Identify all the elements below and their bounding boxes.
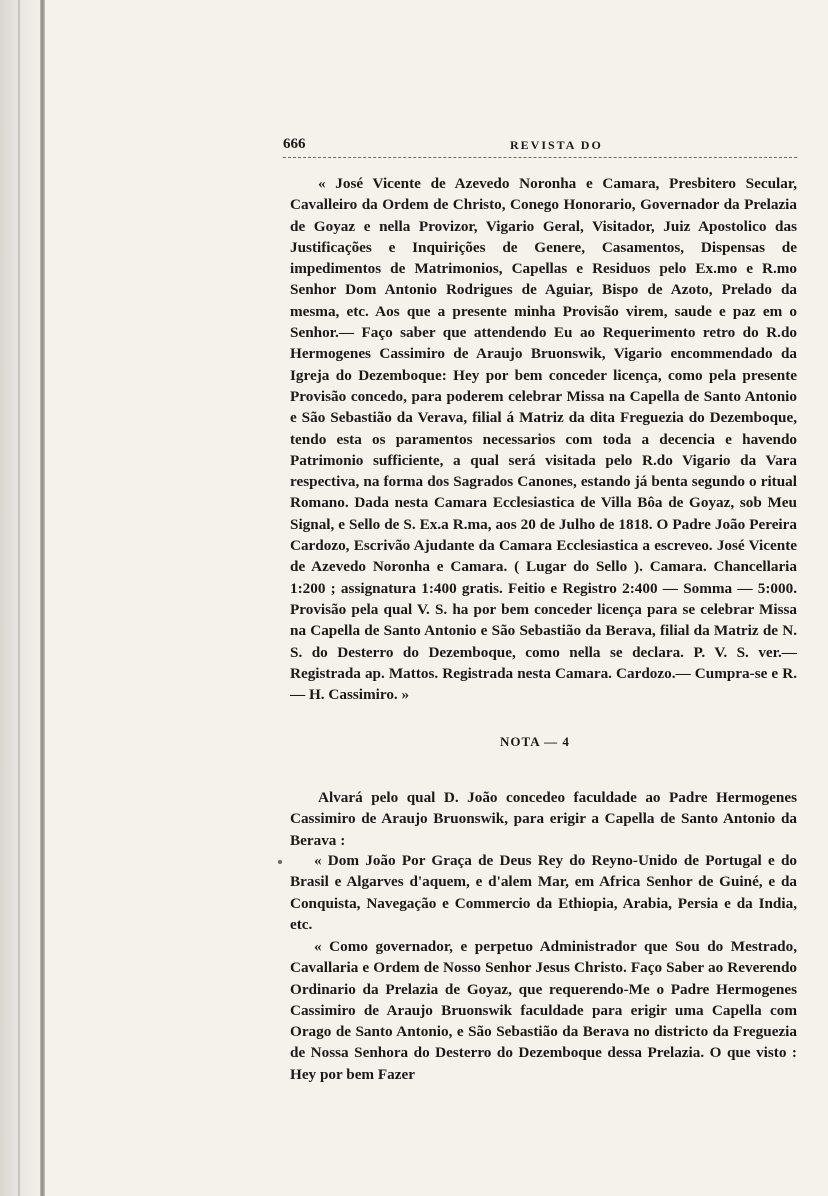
provision-paragraph: « José Vicente de Azevedo Noronha e Camara, Presbitero Secular, Cavalleiro da Ordem de Christo, Conego Honorario, Governador da Prelazia de Goyaz e nella Provizor, Vigario Geral, Visitador, Juiz Apostolico das Justificações e Inquirições de Genere, Casamentos, Dispensas de impedimentos de Matrimonios, Capellas e Residuos pelo Ex.mo e R.mo Senhor Dom Antonio Rodrigues de Aguiar, Bispo de Azoto, Prelado da mesma, etc. Aos que a presente minha Provisão virem, saude e paz em o Senhor.— Faço saber que attendendo Eu ao Requerimento retro do R.do Hermogenes Cassimiro de Araujo Bruonswik, Vigario encommendado da Igreja do Dezemboque: Hey por bem conceder licença, como pela presente Provisão concedo, para poderem celebrar Missa na Capella de Santo Antonio e São Sebastião da Verava, filial á Matriz da dita Freguezia do Dezemboque, tendo esta os paramentos necessarios com toda a decencia e havendo Patrimonio sufficiente, a qual será visitada pelo R.do Vigario da Vara respectiva, na forma dos Sagrados Canones, estando já benta segundo o ritual Romano. Dada nesta Camara Ecclesiastica de Villa Bôa de Goyaz, sob Meu Signal, e Sello de S. Ex.a R.ma, aos 20 de Julho de 1818. O Padre João Pereira Cardozo, Escrivão Ajudante da Camara Ecclesiastica a escreveo. José Vicente de Azevedo Noronha e Camara. ( Lugar do Sello ). Camara. Chancellaria 1:200 ; assignatura 1:400 gratis. Feitio e Registro 2:400 — Somma — 5:000. Provisão pela qual V. S. ha por bem conceder licença para se celebrar Missa na Capella de Santo Antonio e São Sebastião da Berava, filial da Matriz de N. S. do Desterro do Dezemboque, como nella se declara. P. V. S. ver.— Registrada ap. Mattos. Registrada nesta Camara. Cardozo.— Cumpra-se e R.— H. Cassimiro. » bbox=[290, 175, 797, 704]
binding-gutter bbox=[40, 0, 45, 1196]
binding-edge bbox=[18, 0, 20, 1196]
king-titles-paragraph: « Dom João Por Graça de Deus Rey do Reyno-Unido de Portugal e do Brasil e Algarves d'aquem, e d'alem Mar, em Africa Senhor de Guiné, e da Conquista, Navegação e Commercio da Ethiopia, Arabia, Persia e da India, etc. bbox=[290, 852, 797, 933]
header-rule bbox=[283, 157, 797, 158]
page-header bbox=[283, 136, 797, 158]
running-head: REVISTA DO bbox=[510, 138, 603, 152]
page-number: 666 bbox=[283, 136, 306, 152]
alvara-intro-paragraph: Alvará pelo qual D. João concedeo faculdade ao Padre Hermogenes Cassimiro de Araujo Bruonswik, para erigir a Capella de Santo Antonio da Berava : bbox=[290, 789, 797, 849]
note-heading: NOTA — 4 bbox=[500, 734, 570, 749]
margin-dot bbox=[278, 860, 282, 864]
governor-paragraph: « Como governador, e perpetuo Administrador que Sou do Mestrado, Cavallaria e Ordem de Nosso Senhor Jesus Christo. Faço Saber ao Reverendo Ordinario da Prelazia de Goyaz, que requerendo-Me o Padre Hermogenes Cassimiro de Araujo Bruonswik faculdade para erigir uma Capella com Orago de Santo Antonio, e São Sebastião da Berava no districto da Freguezia de Nossa Senhora do Desterro do Dezemboque dessa Prelazia. O que visto : Hey por bem Fazer bbox=[290, 938, 797, 1083]
